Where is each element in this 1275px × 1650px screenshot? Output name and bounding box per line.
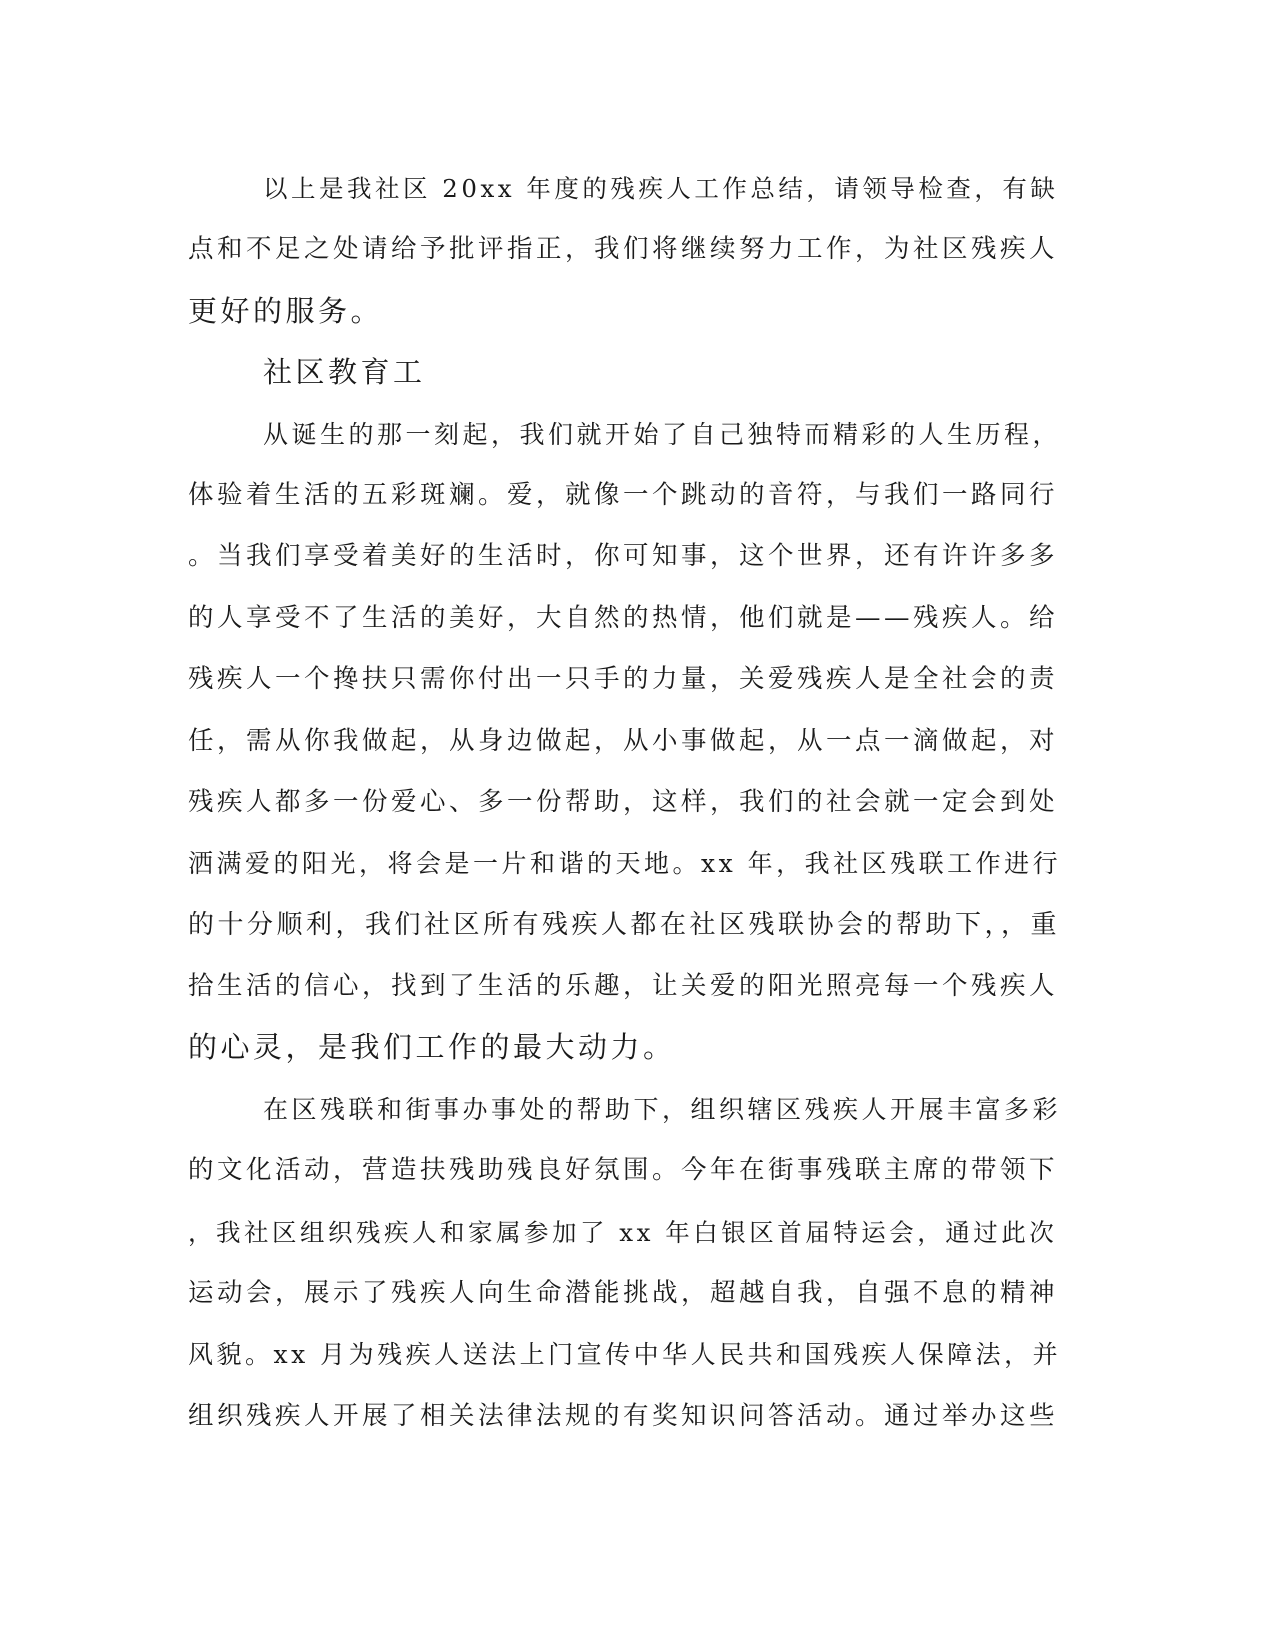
- text-line: 从诞生的那一刻起，我们就开始了自己独特而精彩的人生历程，: [263, 419, 1062, 449]
- text-line: 以上是我社区 20xx 年度的残疾人工作总结，请领导检查，有缺: [263, 174, 1059, 203]
- text-line: 的文化活动，营造扶残助残良好氛围。今年在街事残联主席的带领下: [188, 1155, 1059, 1186]
- text-line: 在区残联和街事办事处的帮助下，组织辖区残疾人开展丰富多彩: [263, 1094, 1062, 1124]
- section-heading: 社区教育工: [263, 355, 426, 390]
- text-line: 运动会，展示了残疾人向生命潜能挑战，超越自我，自强不息的精神: [188, 1278, 1059, 1309]
- text-line: 。当我们享受着美好的生活时，你可知事，这个世界，还有许许多多: [188, 541, 1059, 572]
- text-line: 组织残疾人开展了相关法律法规的有奖知识问答活动。通过举办这些: [188, 1400, 1059, 1431]
- text-line: 点和不足之处请给予批评指正，我们将继续努力工作，为社区残疾人: [188, 234, 1059, 265]
- text-line: 风貌。xx 月为残疾人送法上门宣传中华人民共和国残疾人保障法，并: [188, 1340, 1062, 1370]
- text-line: 残疾人一个搀扶只需你付出一只手的力量，关爱残疾人是全社会的责: [188, 664, 1059, 695]
- text-line: 的人享受不了生活的美好，大自然的热情，他们就是——残疾人。给: [188, 602, 1059, 633]
- text-line: 残疾人都多一份爱心、多一份帮助，这样，我们的社会就一定会到处: [188, 786, 1059, 817]
- text-line: 洒满爱的阳光，将会是一片和谐的天地。xx 年，我社区残联工作进行: [188, 849, 1062, 879]
- text-line: 体验着生活的五彩斑斓。爱，就像一个跳动的音符，与我们一路同行: [188, 479, 1059, 510]
- document-body: [188, 158, 1068, 1447]
- text-line: 更好的服务。: [188, 293, 384, 328]
- text-line: ，我社区组织残疾人和家属参加了 xx 年白银区首届特运会，通过此次: [188, 1217, 1058, 1247]
- text-line: 的心灵，是我们工作的最大动力。: [188, 1030, 676, 1065]
- text-line: 的十分顺利，我们社区所有残疾人都在社区残联协会的帮助下，，重: [188, 909, 1061, 940]
- text-line: 拾生活的信心，找到了生活的乐趣，让关爱的阳光照亮每一个残疾人: [188, 971, 1059, 1002]
- text-line: 任，需从你我做起，从身边做起，从小事做起，从一点一滴做起，对: [188, 725, 1059, 756]
